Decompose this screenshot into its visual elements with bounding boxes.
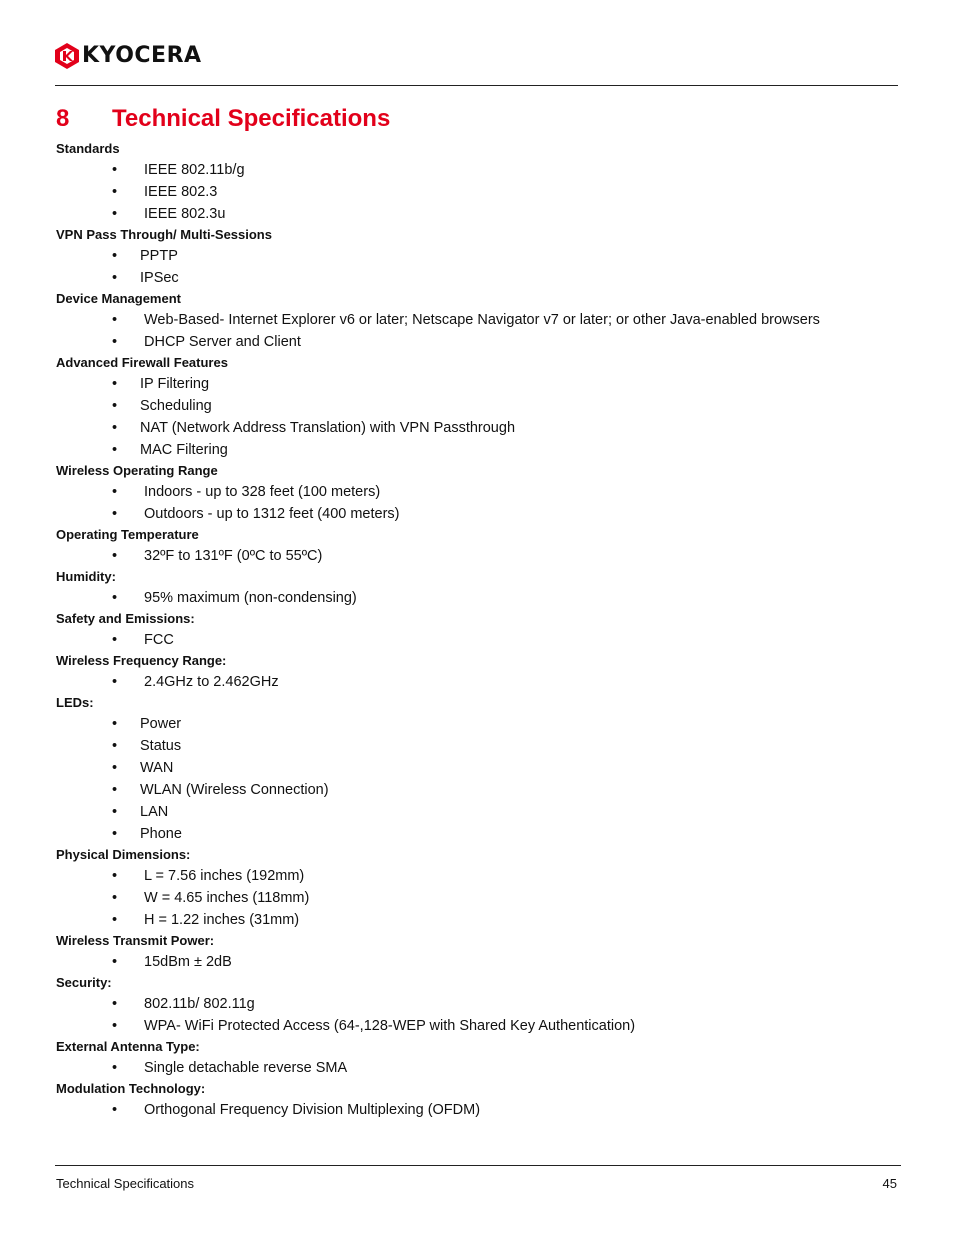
bullet-icon: • (112, 590, 118, 606)
spec-section-heading: Physical Dimensions: (56, 847, 191, 862)
spec-section-heading: Standards (56, 141, 120, 156)
bullet-icon: • (112, 716, 118, 732)
chapter-number: 8 (56, 105, 70, 132)
bullet-icon: • (112, 506, 118, 522)
bullet-icon: • (112, 912, 118, 928)
bullet-icon: • (112, 1018, 118, 1034)
spec-item-list (56, 545, 916, 567)
spec-item-list (56, 865, 916, 931)
bullet-icon: • (112, 760, 118, 776)
spec-section-heading: LEDs: (56, 695, 94, 710)
spec-section-heading: Security: (56, 975, 112, 990)
spec-section (56, 567, 916, 609)
list-item-text: DHCP Server and Client (144, 334, 301, 350)
spec-section (56, 289, 916, 353)
list-item (56, 203, 916, 225)
list-item-text: WPA- WiFi Protected Access (64-,128-WEP with Shared Key Authentication) (144, 1018, 636, 1034)
spec-item-list (56, 159, 916, 225)
list-item (56, 823, 916, 845)
list-item (56, 481, 916, 503)
spec-section-heading: Wireless Transmit Power: (56, 933, 215, 948)
bullet-icon: • (112, 184, 118, 200)
list-item-text: IP Filtering (140, 376, 210, 392)
list-item-text: Status (140, 738, 182, 754)
list-item (56, 909, 916, 931)
spec-section (56, 609, 916, 651)
spec-item-list (56, 587, 916, 609)
spec-list (56, 139, 916, 1121)
list-item (56, 331, 916, 353)
spec-section-heading: Device Management (56, 291, 181, 306)
chapter-title: Technical Specifications (112, 105, 391, 132)
spec-section (56, 973, 916, 1037)
spec-section (56, 525, 916, 567)
list-item-text: FCC (144, 632, 174, 648)
list-item (56, 779, 916, 801)
kyocera-logo-mark-icon (55, 43, 79, 69)
spec-section-heading: Wireless Frequency Range: (56, 653, 227, 668)
bullet-icon: • (112, 206, 118, 222)
bullet-icon: • (112, 548, 118, 564)
list-item-text: PPTP (140, 248, 178, 264)
list-item-text: Scheduling (140, 398, 212, 414)
spec-section-heading: External Antenna Type: (56, 1039, 200, 1054)
kyocera-logo (55, 43, 202, 69)
spec-item-list (56, 1099, 916, 1121)
spec-section (56, 651, 916, 693)
list-item (56, 439, 916, 461)
list-item (56, 545, 916, 567)
list-item-text: NAT (Network Address Translation) with VPN Passthrough (140, 420, 516, 436)
list-item (56, 1099, 916, 1121)
list-item-text: LAN (140, 804, 169, 820)
list-item (56, 417, 916, 439)
header-divider (55, 85, 898, 86)
list-item-text: IEEE 802.11b/g (144, 162, 245, 178)
list-item-text: Phone (140, 826, 182, 842)
list-item-text: Orthogonal Frequency Division Multiplexing (OFDM) (144, 1102, 481, 1118)
spec-item-list (56, 629, 916, 651)
spec-section-heading: Humidity: (56, 569, 116, 584)
bullet-icon: • (112, 826, 118, 842)
bullet-icon: • (112, 804, 118, 820)
spec-section-heading: Wireless Operating Range (56, 463, 218, 478)
bullet-icon: • (112, 890, 118, 906)
spec-section-heading: Modulation Technology: (56, 1081, 206, 1096)
spec-item-list (56, 713, 916, 845)
bullet-icon: • (112, 954, 118, 970)
list-item (56, 309, 916, 331)
spec-section (56, 1079, 916, 1121)
list-item (56, 181, 916, 203)
list-item (56, 503, 916, 525)
list-item-text: 95% maximum (non-condensing) (144, 590, 357, 606)
spec-section (56, 931, 916, 973)
bullet-icon: • (112, 334, 118, 350)
bullet-icon: • (112, 782, 118, 798)
logo-wordmark: KYOCERA (82, 43, 202, 68)
spec-section (56, 225, 916, 289)
list-item (56, 865, 916, 887)
bullet-icon: • (112, 484, 118, 500)
spec-item-list (56, 481, 916, 525)
list-item (56, 395, 916, 417)
bullet-icon: • (112, 996, 118, 1012)
footer-section-title: Technical Specifications (56, 1176, 195, 1191)
list-item (56, 887, 916, 909)
list-item (56, 671, 916, 693)
list-item-text: IEEE 802.3 (144, 184, 218, 200)
list-item-text: Outdoors - up to 1312 feet (400 meters) (144, 506, 400, 522)
list-item (56, 373, 916, 395)
list-item (56, 1015, 916, 1037)
list-item-text: MAC Filtering (140, 442, 228, 458)
list-item-text: IEEE 802.3u (144, 206, 226, 222)
list-item (56, 801, 916, 823)
list-item-text: Power (140, 716, 182, 732)
spec-section-heading: VPN Pass Through/ Multi-Sessions (56, 227, 272, 242)
spec-item-list (56, 993, 916, 1037)
spec-section-heading: Safety and Emissions: (56, 611, 195, 626)
list-item (56, 757, 916, 779)
page-number: 45 (882, 1176, 897, 1191)
list-item-text: H = 1.22 inches (31mm) (144, 912, 300, 928)
spec-item-list (56, 245, 916, 289)
list-item-text: IPSec (140, 270, 179, 286)
bullet-icon: • (112, 420, 118, 436)
bullet-icon: • (112, 270, 118, 286)
list-item-text: W = 4.65 inches (118mm) (144, 890, 310, 906)
spec-item-list (56, 1057, 916, 1079)
list-item-text: Web-Based- Internet Explorer v6 or later; Netscape Navigator v7 or later; or other Java-enabled browsers (144, 312, 820, 328)
list-item-text: 32ºF to 131ºF (0ºC to 55ºC) (144, 548, 323, 564)
spec-item-list (56, 309, 916, 353)
list-item (56, 713, 916, 735)
bullet-icon: • (112, 1060, 118, 1076)
list-item-text: 15dBm ± 2dB (144, 954, 232, 970)
spec-section (56, 1037, 916, 1079)
bullet-icon: • (112, 442, 118, 458)
list-item-text: WAN (140, 760, 174, 776)
spec-section (56, 353, 916, 461)
list-item-text: 2.4GHz to 2.462GHz (144, 674, 279, 690)
list-item (56, 629, 916, 651)
list-item (56, 245, 916, 267)
list-item (56, 267, 916, 289)
bullet-icon: • (112, 162, 118, 178)
spec-section (56, 693, 916, 845)
bullet-icon: • (112, 312, 118, 328)
spec-item-list (56, 951, 916, 973)
list-item (56, 1057, 916, 1079)
list-item (56, 159, 916, 181)
bullet-icon: • (112, 376, 118, 392)
bullet-icon: • (112, 248, 118, 264)
bullet-icon: • (112, 1102, 118, 1118)
spec-item-list (56, 671, 916, 693)
spec-section (56, 139, 916, 225)
list-item-text: Single detachable reverse SMA (144, 1060, 348, 1076)
bullet-icon: • (112, 632, 118, 648)
bullet-icon: • (112, 868, 118, 884)
bullet-icon: • (112, 674, 118, 690)
bullet-icon: • (112, 398, 118, 414)
spec-section-heading: Operating Temperature (56, 527, 199, 542)
list-item-text: Indoors - up to 328 feet (100 meters) (144, 484, 381, 500)
list-item (56, 993, 916, 1015)
footer-divider (55, 1165, 901, 1166)
list-item (56, 951, 916, 973)
bullet-icon: • (112, 738, 118, 754)
list-item-text: WLAN (Wireless Connection) (140, 782, 329, 798)
spec-section (56, 845, 916, 931)
spec-section (56, 461, 916, 525)
chapter-heading (56, 104, 390, 134)
spec-item-list (56, 373, 916, 461)
list-item-text: 802.11b/ 802.11g (144, 996, 255, 1012)
list-item (56, 587, 916, 609)
list-item-text: L = 7.56 inches (192mm) (144, 868, 305, 884)
spec-section-heading: Advanced Firewall Features (56, 355, 228, 370)
list-item (56, 735, 916, 757)
